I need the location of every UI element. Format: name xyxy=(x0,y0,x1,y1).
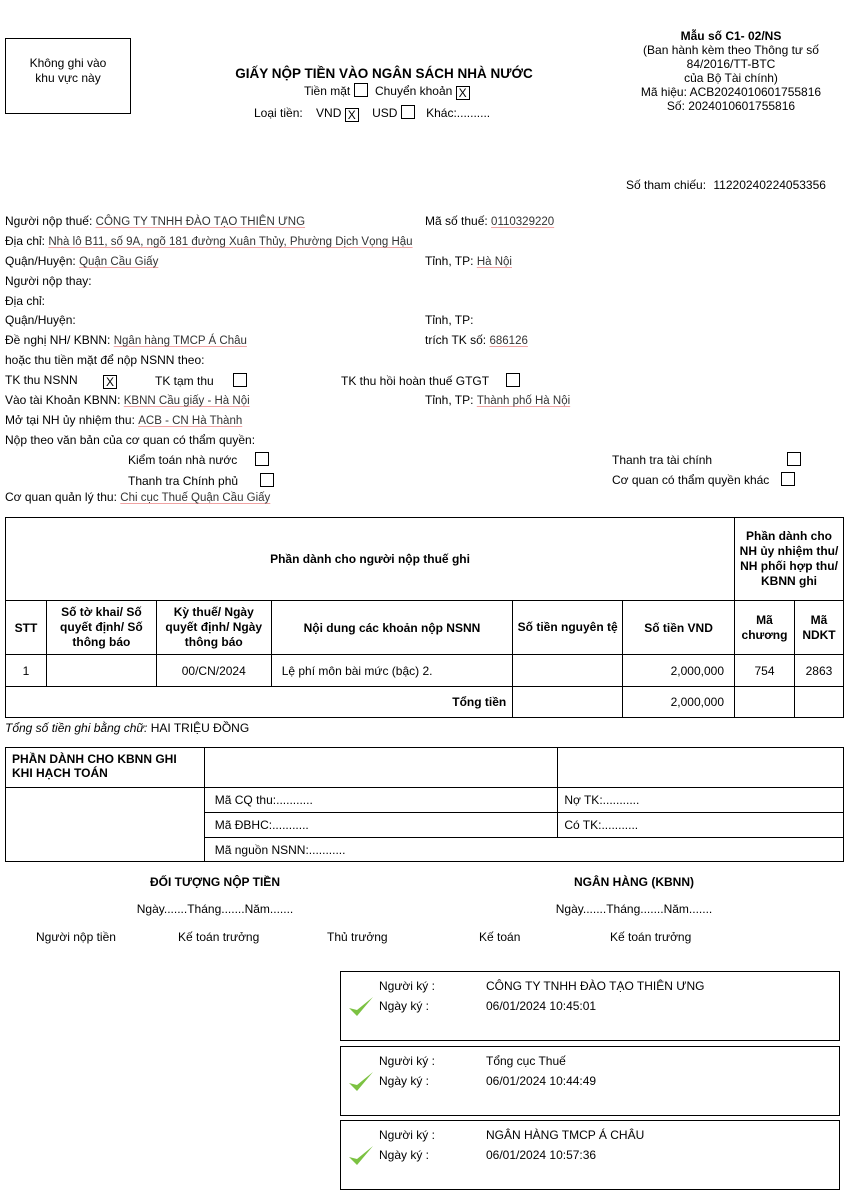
debit-account-label: trích TK số: xyxy=(425,333,487,347)
bank-request-value: Ngân hàng TMCP Á Châu xyxy=(113,335,247,347)
form-info-block xyxy=(636,29,826,113)
form-code-row xyxy=(636,85,826,99)
budget-source-code: Mã nguồn NSNN:........... xyxy=(204,838,843,862)
finance-inspect-label: Thanh tra tài chính xyxy=(612,453,713,467)
state-audit-row xyxy=(128,452,269,468)
sign-date-label: Ngày ký : xyxy=(379,1074,430,1088)
signer-label: Người ký : xyxy=(379,979,435,993)
tax-office-row xyxy=(5,490,270,506)
tk-thu-hoi-label: TK thu hồi hoàn thuế GTGT xyxy=(341,374,489,388)
tax-office-value: Chi cục Thuế Quận Cầu Giấy xyxy=(120,492,271,504)
reference-number-row xyxy=(626,178,826,193)
row-ndkt-code: 2863 xyxy=(794,655,843,687)
vnd-checkbox[interactable]: X xyxy=(345,108,359,122)
bank-section-header: Phần dành cho NH ủy nhiệm thu/ NH phối hợp thu/ KBNN ghi xyxy=(735,518,844,601)
vnd-label: VND xyxy=(316,106,342,120)
tk-thu-nsnn-row xyxy=(5,373,117,389)
col-header-tax-period: Kỳ thuế/ Ngày quyết định/ Ngày thông báo xyxy=(156,601,271,655)
cash-checkbox[interactable] xyxy=(354,83,368,97)
treasury-empty-2 xyxy=(558,748,844,788)
usd-checkbox[interactable] xyxy=(401,105,415,119)
district-label: Quận/Huyện: xyxy=(5,254,76,268)
row-content: Lệ phí môn bài mức (bậc) 2. xyxy=(271,655,513,687)
proxy-address-label: Địa chỉ: xyxy=(5,294,46,308)
role-bank-chief-accountant: Kế toán trưởng xyxy=(610,930,692,944)
treasury-empty-3 xyxy=(6,788,205,862)
taxpayer-value: CÔNG TY TNHH ĐÀO TẠO THIÊN ƯNG xyxy=(95,216,306,228)
revenue-agency-code: Mã CQ thu:........... xyxy=(204,788,558,813)
collecting-bank-value: ACB - CN Hà Thành xyxy=(138,415,243,427)
transfer-checkbox[interactable]: X xyxy=(456,86,470,100)
taxpayer-section-header: Phần dành cho người nộp thuế ghi xyxy=(6,518,735,601)
signer-name: NGÂN HÀNG TMCP Á CHÂU xyxy=(486,1128,645,1142)
reserved-area-line-2: khu vực này xyxy=(35,71,101,85)
reference-value: 11220240224053356 xyxy=(713,178,826,192)
digital-signature-box xyxy=(340,1046,840,1116)
col-header-content: Nội dung các khoản nộp NSNN xyxy=(271,601,513,655)
bank-request-label: Đề nghị NH/ KBNN: xyxy=(5,333,111,347)
transfer-label: Chuyển khoản xyxy=(374,84,453,98)
row-foreign-amount xyxy=(513,655,623,687)
kbnn-province-row xyxy=(425,393,570,409)
col-header-vnd-amount: Số tiền VND xyxy=(623,601,735,655)
digital-signature-box xyxy=(340,1120,840,1190)
check-icon xyxy=(347,1143,375,1169)
total-chapter-empty xyxy=(735,687,795,718)
gov-inspect-label: Thanh tra Chính phủ xyxy=(128,474,239,488)
sign-date: 06/01/2024 10:44:49 xyxy=(486,1074,597,1088)
row-vnd-amount: 2,000,000 xyxy=(623,655,735,687)
digital-signature-box xyxy=(340,971,840,1041)
taxpayer-label: Người nộp thuế: xyxy=(5,214,93,228)
gov-inspect-checkbox[interactable] xyxy=(260,473,274,487)
debit-account-value: 686126 xyxy=(489,335,528,347)
role-accountant: Kế toán xyxy=(479,930,521,944)
province-row xyxy=(425,254,512,270)
finance-inspect-row xyxy=(612,452,801,468)
other-authority-row xyxy=(612,472,795,488)
kbnn-account-row xyxy=(5,393,250,409)
form-serial-row xyxy=(636,99,826,113)
taxpayer-row xyxy=(5,214,305,230)
collecting-bank-label: Mở tại NH ủy nhiệm thu: xyxy=(5,413,135,427)
row-tax-period: 00/CN/2024 xyxy=(156,655,271,687)
signer-name: Tổng cục Thuế xyxy=(486,1054,566,1068)
table-row xyxy=(6,655,844,687)
state-audit-checkbox[interactable] xyxy=(255,452,269,466)
kbnn-account-value: KBNN Cầu giấy - Hà Nội xyxy=(123,395,250,407)
signer-label: Người ký : xyxy=(379,1128,435,1142)
bank-party-title: NGÂN HÀNG (KBNN) xyxy=(574,875,694,889)
proxy-province-label: Tỉnh, TP: xyxy=(425,313,474,327)
form-line-3: của Bộ Tài chính) xyxy=(684,71,778,85)
form-serial-value: 2024010601755816 xyxy=(688,99,796,113)
form-code-value: ACB2024010601755816 xyxy=(689,85,822,99)
form-number: Mẫu số C1- 02/NS xyxy=(680,29,782,43)
amount-in-words-value: HAI TRIỆU ĐỒNG xyxy=(150,721,250,735)
check-icon xyxy=(347,1069,375,1095)
usd-label: USD xyxy=(372,106,398,120)
col-header-declaration-no: Số tờ khai/ Số quyết định/ Số thông báo xyxy=(46,601,156,655)
form-line-1: (Ban hành kèm theo Thông tư số xyxy=(643,43,819,57)
tk-tam-thu-row xyxy=(155,373,247,389)
payment-method-row xyxy=(304,83,470,100)
col-header-foreign-amount: Số tiền nguyên tệ xyxy=(513,601,623,655)
reserved-area-line-1: Không ghi vào xyxy=(29,56,107,70)
cash-collection-label: hoặc thu tiền mặt để nộp NSNN theo: xyxy=(5,353,205,367)
bank-request-row xyxy=(5,333,247,349)
sign-date: 06/01/2024 10:45:01 xyxy=(486,999,597,1013)
collecting-bank-row xyxy=(5,413,242,429)
signer-name: CÔNG TY TNHH ĐÀO TẠO THIÊN ƯNG xyxy=(486,979,705,993)
tax-id-label: Mã số thuế: xyxy=(425,214,488,228)
debit-account-row xyxy=(425,333,528,349)
tk-thu-hoi-row xyxy=(341,373,520,389)
payer-party-title: ĐỐI TƯỢNG NỘP TIỀN xyxy=(150,875,280,889)
address-value: Nhà lô B11, số 9A, ngõ 181 đường Xuân Thủy, Phường Dịch Vọng Hậu xyxy=(48,236,413,248)
role-payer: Người nộp tiền xyxy=(36,930,116,944)
form-line-2: 84/2016/TT-BTC xyxy=(686,57,776,71)
col-header-stt: STT xyxy=(6,601,47,655)
document-title: GIẤY NỘP TIỀN VÀO NGÂN SÁCH NHÀ NƯỚC xyxy=(235,66,533,81)
tax-office-label: Cơ quan quản lý thu: xyxy=(5,490,117,504)
authority-doc-label: Nộp theo văn bản của cơ quan có thẩm quyền: xyxy=(5,433,256,447)
tax-id-row xyxy=(425,214,554,230)
total-label: Tổng tiền xyxy=(6,687,513,718)
address-label: Địa chỉ: xyxy=(5,234,46,248)
province-label: Tỉnh, TP: xyxy=(425,254,474,268)
tk-tam-thu-label: TK tạm thu xyxy=(155,374,214,388)
currency-row xyxy=(254,105,490,122)
reserved-area-box xyxy=(5,38,131,114)
gov-inspect-row xyxy=(128,473,274,489)
role-chief-accountant: Kế toán trưởng xyxy=(178,930,260,944)
state-audit-label: Kiểm toán nhà nước xyxy=(128,453,238,467)
bank-date-line: Ngày.......Tháng.......Năm....... xyxy=(555,902,713,916)
signer-label: Người ký : xyxy=(379,1054,435,1068)
total-foreign-amount xyxy=(513,687,623,718)
col-header-chapter-code: Mã chương xyxy=(735,601,795,655)
row-declaration-no xyxy=(46,655,156,687)
total-row xyxy=(6,687,844,718)
district-value: Quận Cầu Giấy xyxy=(79,256,159,268)
check-icon xyxy=(347,994,375,1020)
total-ndkt-empty xyxy=(794,687,843,718)
amount-in-words-label: Tổng số tiền ghi bằng chữ: xyxy=(5,721,148,735)
amount-in-words-row xyxy=(5,721,249,736)
district-row xyxy=(5,254,158,270)
sign-date-label: Ngày ký : xyxy=(379,999,430,1013)
payment-items-table xyxy=(5,517,844,718)
treasury-accounting-table xyxy=(5,747,844,862)
kbnn-province-label: Tỉnh, TP: xyxy=(425,393,474,407)
row-stt: 1 xyxy=(6,655,47,687)
proxy-district-label: Quận/Huyện: xyxy=(5,313,76,327)
cash-label: Tiền mặt xyxy=(304,84,351,98)
form-code-label: Mã hiệu: xyxy=(640,85,687,99)
kbnn-province-value: Thành phố Hà Nội xyxy=(476,395,571,407)
payer-date-line: Ngày.......Tháng.......Năm....... xyxy=(136,902,294,916)
reference-label: Số tham chiếu: xyxy=(626,178,707,192)
treasury-section-title: PHẦN DÀNH CHO KBNN GHI KHI HẠCH TOÁN xyxy=(6,748,205,788)
debit-account: Nợ TK:........... xyxy=(558,788,844,813)
admin-unit-code: Mã ĐBHC:........... xyxy=(204,813,558,838)
tk-thu-hoi-checkbox[interactable] xyxy=(506,373,520,387)
other-currency-label: Khác:.......... xyxy=(426,106,491,120)
treasury-empty-1 xyxy=(204,748,558,788)
tk-thu-nsnn-checkbox[interactable]: X xyxy=(103,375,117,389)
other-authority-checkbox[interactable] xyxy=(781,472,795,486)
address-row xyxy=(5,234,413,250)
tk-thu-nsnn-label: TK thu NSNN xyxy=(5,373,78,387)
total-vnd-amount: 2,000,000 xyxy=(623,687,735,718)
other-authority-label: Cơ quan có thẩm quyền khác xyxy=(612,473,770,487)
kbnn-account-label: Vào tài Khoản KBNN: xyxy=(5,393,121,407)
currency-label: Loại tiền: xyxy=(254,106,303,120)
col-header-ndkt-code: Mã NDKT xyxy=(794,601,843,655)
role-director: Thủ trưởng xyxy=(327,930,388,944)
form-serial-label: Số: xyxy=(666,99,685,113)
tk-tam-thu-checkbox[interactable] xyxy=(233,373,247,387)
province-value: Hà Nội xyxy=(476,256,512,268)
finance-inspect-checkbox[interactable] xyxy=(787,452,801,466)
proxy-payer-label: Người nộp thay: xyxy=(5,274,92,288)
sign-date-label: Ngày ký : xyxy=(379,1148,430,1162)
row-chapter-code: 754 xyxy=(735,655,795,687)
tax-id-value: 0110329220 xyxy=(491,216,555,228)
sign-date: 06/01/2024 10:57:36 xyxy=(486,1148,597,1162)
credit-account: Có TK:........... xyxy=(558,813,844,838)
